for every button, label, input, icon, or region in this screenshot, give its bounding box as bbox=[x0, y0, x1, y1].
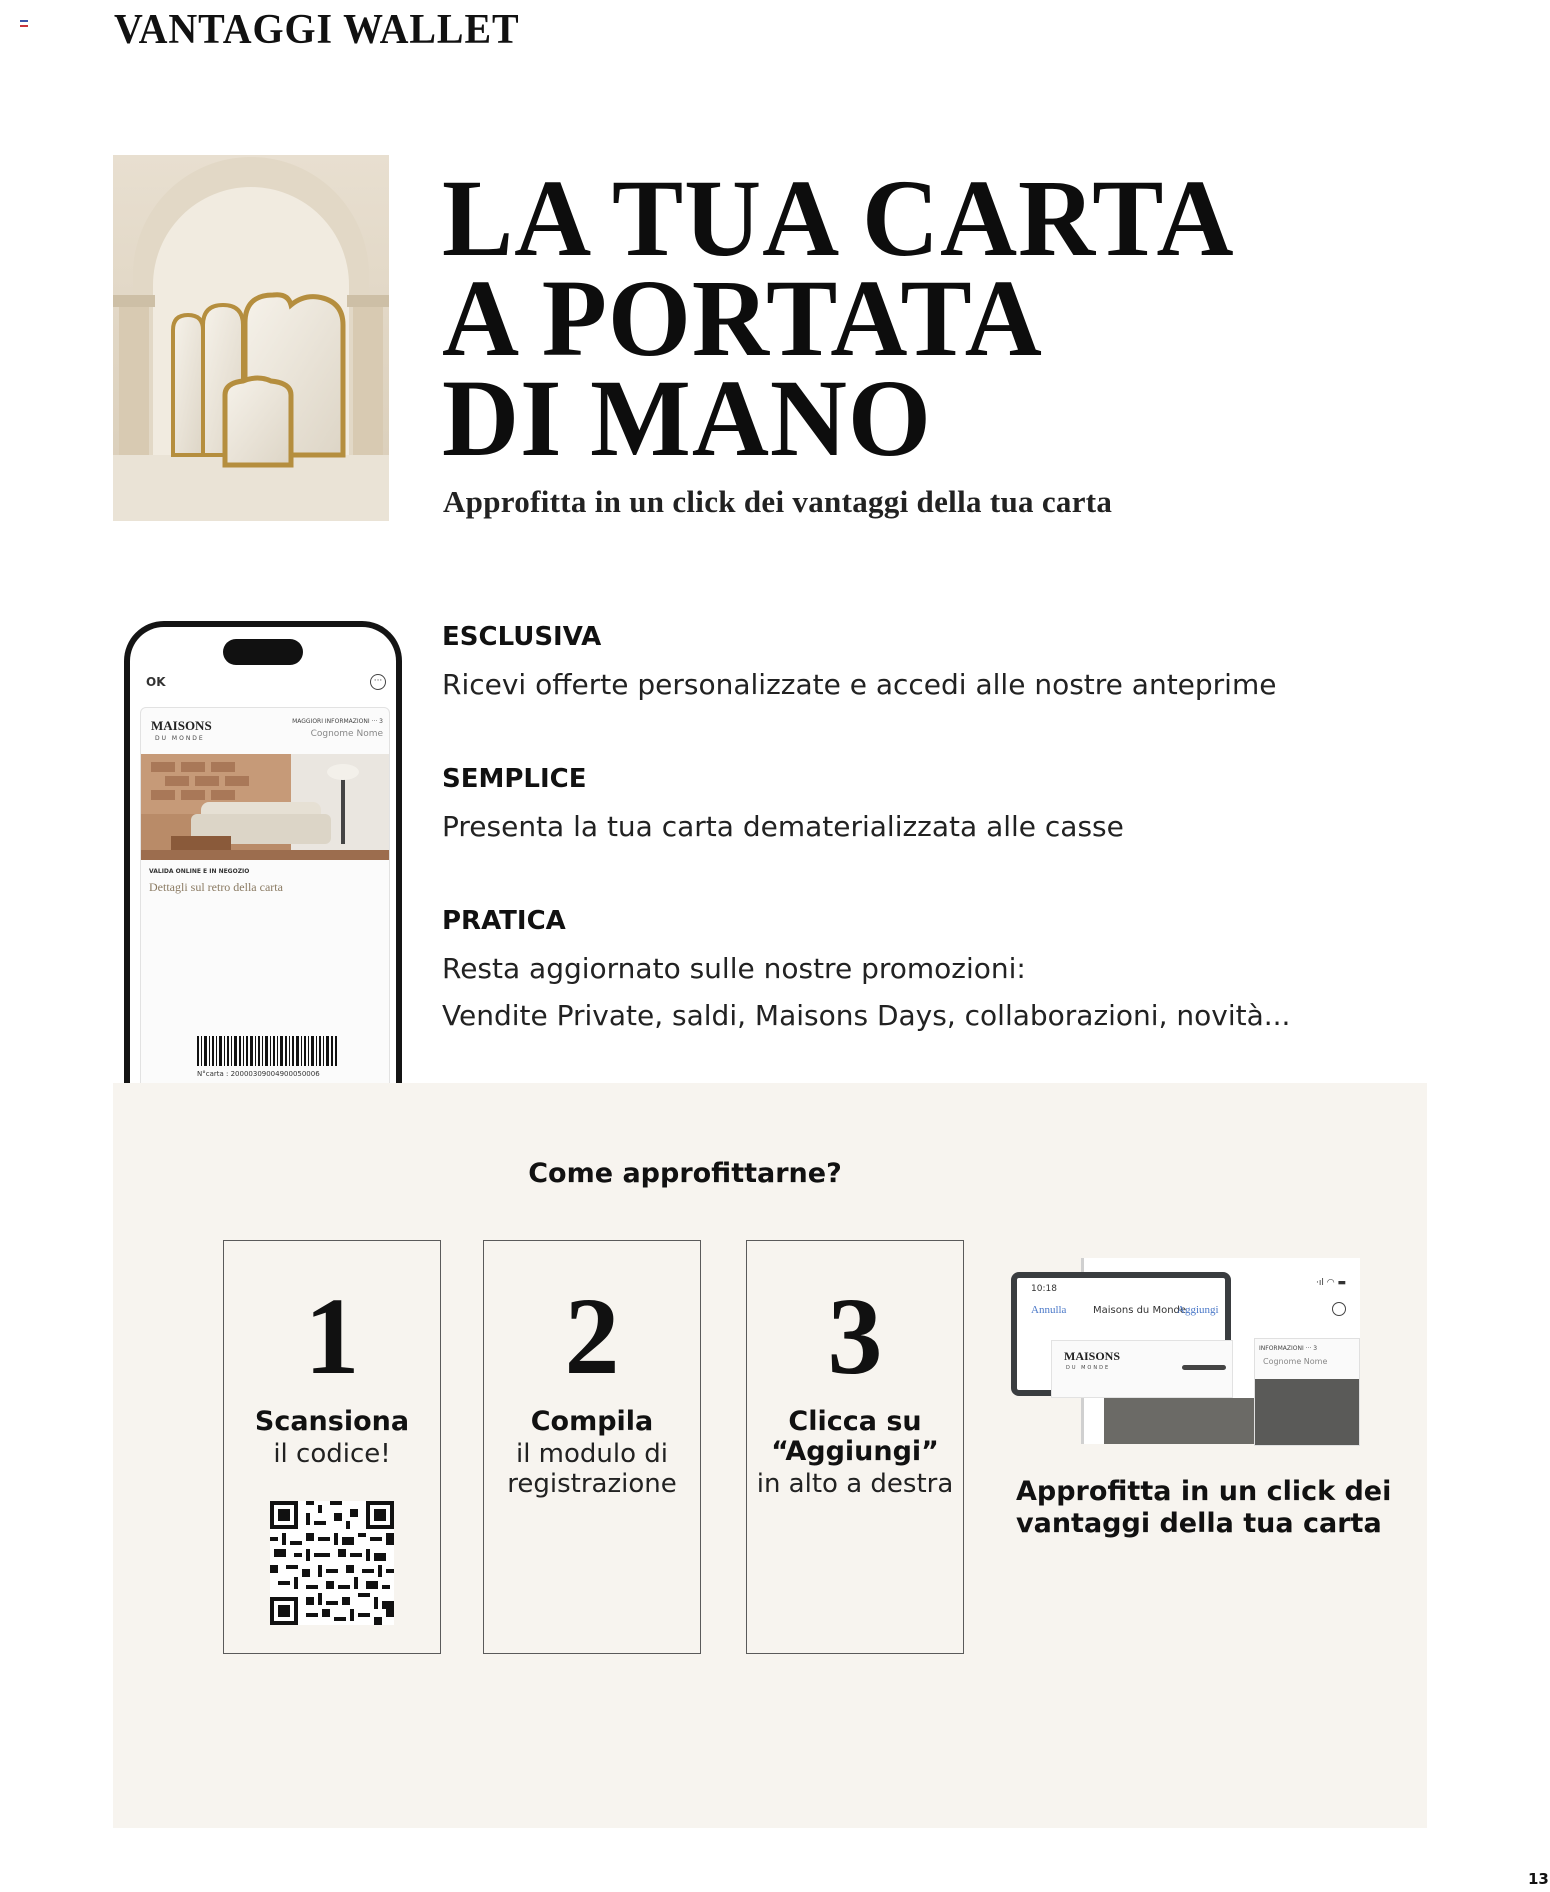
headline-line-1: LA TUA CARTA bbox=[442, 157, 1235, 279]
headline bbox=[442, 157, 1259, 479]
brand-sub: DU MONDE bbox=[155, 735, 205, 742]
phone-menu-icon: ··· bbox=[370, 674, 386, 690]
step-3-box bbox=[746, 1240, 964, 1654]
step-2-number: 2 bbox=[564, 1275, 620, 1397]
card-holder-name: Cognome Nome bbox=[310, 729, 383, 739]
mini-card bbox=[1051, 1340, 1233, 1398]
card-details-label: Dettagli sul retro della carta bbox=[149, 880, 283, 894]
headline-line-3: DI MANO bbox=[442, 357, 932, 479]
status-icons: ·ıl ◠ ▬ bbox=[1316, 1278, 1346, 1288]
feature-title-esclusiva: ESCLUSIVA bbox=[442, 622, 602, 652]
feature-title-semplice: SEMPLICE bbox=[442, 764, 587, 794]
phone-notch bbox=[223, 639, 303, 665]
flag-icon bbox=[20, 20, 28, 27]
page-number: 13 bbox=[1528, 1870, 1549, 1888]
step-1-box bbox=[223, 1240, 441, 1654]
qr-code-icon bbox=[270, 1501, 394, 1625]
step-1-heading: Scansiona bbox=[254, 1406, 410, 1437]
hero-subtitle: Approfitta in un click dei vantaggi della tua carta bbox=[443, 484, 1113, 519]
back-card bbox=[1254, 1338, 1360, 1446]
back-card-name: Cognome Nome bbox=[1263, 1357, 1328, 1366]
mini-brand-sub: DU MONDE bbox=[1066, 1365, 1111, 1371]
cancel-link[interactable]: Annulla bbox=[1031, 1304, 1067, 1316]
step-2-text-1: il modulo di bbox=[515, 1439, 669, 1469]
back-card-image bbox=[1255, 1379, 1359, 1445]
back-card-info: INFORMAZIONI ··· 3 bbox=[1259, 1345, 1318, 1352]
step-1-number: 1 bbox=[304, 1275, 360, 1397]
wallet-card bbox=[140, 707, 390, 1091]
card-info: MAGGIORI INFORMAZIONI ··· 3 bbox=[292, 718, 383, 725]
hero-mirrors-image bbox=[113, 155, 389, 521]
section-title: VANTAGGI WALLET bbox=[114, 7, 520, 53]
validity-label: VALIDA ONLINE E IN NEGOZIO bbox=[149, 868, 250, 875]
phone-mockup bbox=[124, 621, 402, 1091]
add-button[interactable]: Aggiungi bbox=[1177, 1304, 1219, 1316]
feature-text-pratica-1: Resta aggiornato sulle nostre promozioni: bbox=[442, 952, 1026, 985]
card-sofa-image bbox=[141, 754, 389, 860]
cta-text: Approfitta in un click dei vantaggi della tua carta bbox=[1016, 1476, 1392, 1539]
mini-bar bbox=[1182, 1365, 1226, 1370]
more-icon bbox=[1332, 1302, 1346, 1316]
device-time: 10:18 bbox=[1031, 1284, 1057, 1294]
feature-text-pratica-2: Vendite Private, saldi, Maisons Days, collaborazioni, novità... bbox=[442, 999, 1291, 1032]
wallet-add-screenshot bbox=[1011, 1258, 1357, 1444]
wallet-title: Maisons du Monde bbox=[1093, 1305, 1187, 1316]
feature-title-pratica: PRATICA bbox=[442, 906, 566, 936]
feature-text-esclusiva: Ricevi offerte personalizzate e accedi alle nostre anteprime bbox=[442, 668, 1277, 701]
room-image bbox=[1104, 1398, 1254, 1444]
how-to-title: Come approfittarne? bbox=[528, 1158, 842, 1189]
front-device bbox=[1011, 1272, 1231, 1396]
phone-ok-label: OK bbox=[146, 675, 166, 689]
step-3-number: 3 bbox=[827, 1275, 883, 1397]
mini-brand: MAISONS bbox=[1064, 1349, 1121, 1363]
headline-line-2: A PORTATA bbox=[442, 257, 1043, 379]
feature-text-semplice: Presenta la tua carta dematerializzata alle casse bbox=[442, 810, 1124, 843]
step-2-heading: Compila bbox=[530, 1406, 654, 1437]
step-1-text: il codice! bbox=[273, 1439, 391, 1469]
card-number: N°carta : 20000309004900050006 bbox=[197, 1070, 320, 1078]
step-3-text: in alto a destra bbox=[756, 1469, 954, 1499]
brand-name: MAISONS bbox=[151, 718, 212, 733]
step-3-heading-2: “Aggiungi” bbox=[771, 1436, 939, 1467]
step-2-box bbox=[483, 1240, 701, 1654]
barcode bbox=[197, 1036, 337, 1070]
step-2-text-2: registrazione bbox=[507, 1469, 677, 1499]
step-3-heading-1: Clicca su bbox=[788, 1406, 922, 1437]
